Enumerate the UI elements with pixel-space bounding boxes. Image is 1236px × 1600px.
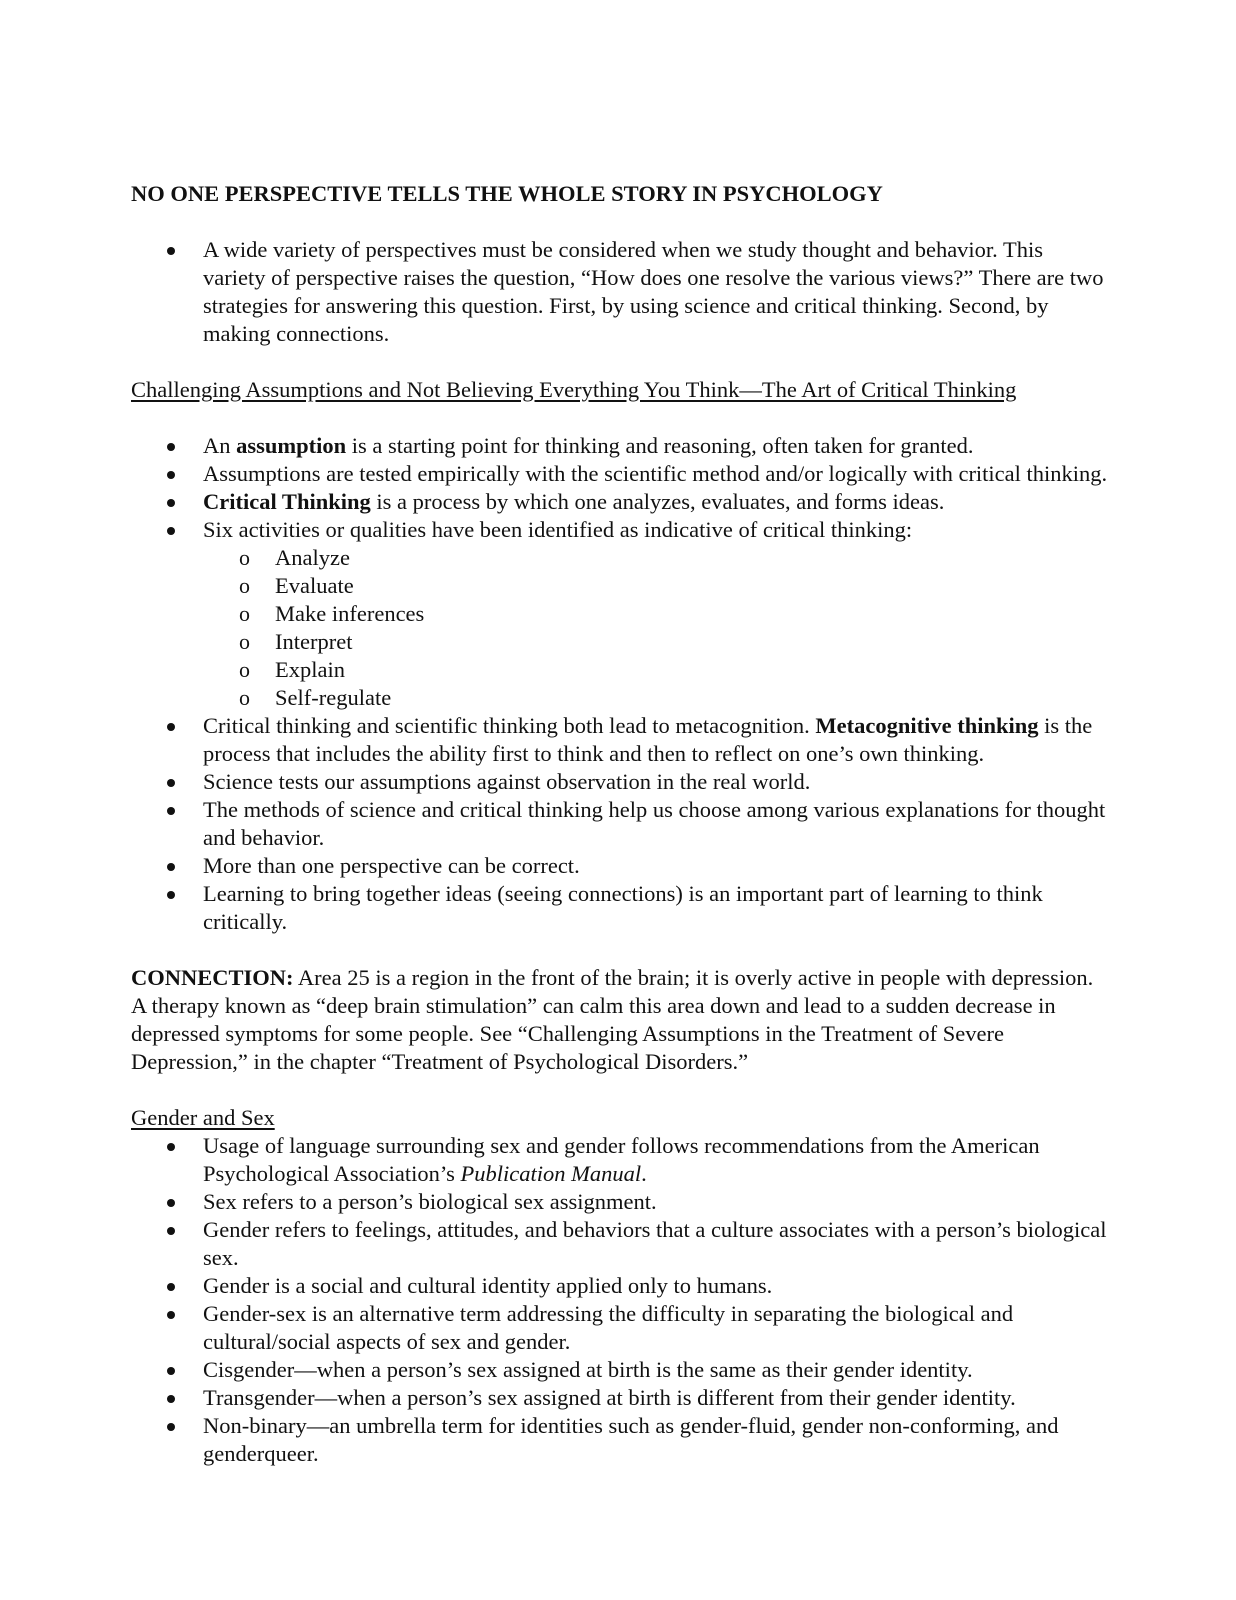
list-item bbox=[131, 796, 1111, 852]
list-item bbox=[131, 432, 1111, 460]
text-run: . bbox=[641, 1161, 647, 1186]
bullet-icon bbox=[167, 1283, 175, 1291]
bullet-icon bbox=[167, 1423, 175, 1431]
text-run: is a process by which one analyzes, evaluates, and forms ideas. bbox=[370, 489, 945, 514]
list-item bbox=[131, 1272, 1111, 1300]
bullet-icon bbox=[167, 499, 175, 507]
list-item bbox=[131, 880, 1111, 936]
list-item-text: Gender refers to feelings, attitudes, and behaviors that a culture associates with a person’s biological sex. bbox=[203, 1217, 1107, 1270]
sublist-item-text: Explain bbox=[275, 657, 345, 682]
bullet-icon bbox=[167, 1395, 175, 1403]
list-item-text bbox=[203, 713, 1092, 766]
sublist-item-text: Analyze bbox=[275, 545, 350, 570]
list-item bbox=[131, 1300, 1111, 1356]
activities-sublist bbox=[203, 544, 1111, 712]
bullet-icon bbox=[167, 1227, 175, 1235]
text-run: Usage of language surrounding sex and gender follows recommendations from the American Psychological Association’s bbox=[203, 1133, 1040, 1186]
term-assumption: assumption bbox=[236, 433, 347, 458]
circle-bullet-icon: o bbox=[239, 545, 250, 570]
bullet-icon bbox=[167, 1367, 175, 1375]
list-item-text: More than one perspective can be correct. bbox=[203, 853, 580, 878]
bullet-icon bbox=[167, 1143, 175, 1151]
circle-bullet-icon: o bbox=[239, 629, 250, 654]
list-item-text: The methods of science and critical thinking help us choose among various explanations for thought and behavior. bbox=[203, 797, 1106, 850]
bullet-icon bbox=[167, 863, 175, 871]
list-item bbox=[131, 516, 1111, 712]
bullet-icon bbox=[167, 443, 175, 451]
list-item bbox=[131, 768, 1111, 796]
bullet-icon bbox=[167, 723, 175, 731]
text-run: An bbox=[203, 433, 237, 458]
list-item bbox=[131, 852, 1111, 880]
circle-bullet-icon: o bbox=[239, 573, 250, 598]
list-item-text: Science tests our assumptions against observation in the real world. bbox=[203, 769, 811, 794]
bullet-icon bbox=[167, 471, 175, 479]
list-item-text: Gender is a social and cultural identity applied only to humans. bbox=[203, 1273, 773, 1298]
list-item-text: Cisgender—when a person’s sex assigned at birth is the same as their gender identity. bbox=[203, 1357, 973, 1382]
sublist-item bbox=[203, 628, 1111, 656]
section-heading-critical-thinking: Challenging Assumptions and Not Believing Everything You Think—The Art of Critical Thinking bbox=[131, 377, 1017, 402]
list-item-text: A wide variety of perspectives must be considered when we study thought and behavior. This variety of perspective raises the question, “How does one resolve the various views?” There are two strategies for answering this question. First, by using science and critical thinking. Second, by making connections. bbox=[203, 237, 1104, 346]
circle-bullet-icon: o bbox=[239, 601, 250, 626]
list-item-text: Transgender—when a person’s sex assigned at birth is different from their gender identity. bbox=[203, 1385, 1016, 1410]
term-metacognitive-thinking: Metacognitive thinking bbox=[815, 713, 1039, 738]
bullet-icon bbox=[167, 807, 175, 815]
list-item bbox=[131, 1132, 1111, 1188]
connection-text: Area 25 is a region in the front of the brain; it is overly active in people with depression. A therapy known as “deep brain stimulation” can calm this area down and lead to a sudden decrease in depressed symptoms for some people. See “Challenging Assumptions in the Treatment of Severe Depression,” in the chapter “Treatment of Psychological Disorders.” bbox=[131, 965, 1094, 1074]
connection-paragraph bbox=[131, 964, 1111, 1076]
list-item-text: Assumptions are tested empirically with the scientific method and/or logically with critical thinking. bbox=[203, 461, 1108, 486]
list-item-text: Learning to bring together ideas (seeing connections) is an important part of learning to think critically. bbox=[203, 881, 1043, 934]
circle-bullet-icon: o bbox=[239, 685, 250, 710]
sublist-item bbox=[203, 684, 1111, 712]
bullet-icon bbox=[167, 527, 175, 535]
list-item bbox=[131, 712, 1111, 768]
bullet-icon bbox=[167, 247, 175, 255]
list-item-text bbox=[203, 433, 974, 458]
list-item bbox=[131, 236, 1111, 348]
sublist-item bbox=[203, 544, 1111, 572]
document-page bbox=[131, 180, 1111, 1496]
sublist-item bbox=[203, 572, 1111, 600]
circle-bullet-icon: o bbox=[239, 657, 250, 682]
sublist-item-text: Evaluate bbox=[275, 573, 354, 598]
publication-manual-title: Publication Manual bbox=[460, 1161, 642, 1186]
sublist-item-text: Self-regulate bbox=[275, 685, 392, 710]
bullet-icon bbox=[167, 891, 175, 899]
list-item-text bbox=[203, 1133, 1040, 1186]
list-item bbox=[131, 1188, 1111, 1216]
intro-list bbox=[131, 236, 1111, 348]
critical-thinking-list bbox=[131, 432, 1111, 936]
text-run: Critical thinking and scientific thinking both lead to metacognition. bbox=[203, 713, 816, 738]
term-critical-thinking: Critical Thinking bbox=[203, 489, 371, 514]
bullet-icon bbox=[167, 1199, 175, 1207]
text-run: is the process that includes the ability first to think and then to reflect on one’s own thinking. bbox=[203, 713, 1093, 766]
text-run: is a starting point for thinking and reasoning, often taken for granted. bbox=[346, 433, 974, 458]
connection-label: CONNECTION: bbox=[131, 965, 294, 990]
list-item-text: Gender-sex is an alternative term addressing the difficulty in separating the biological and cultural/social aspects of sex and gender. bbox=[203, 1301, 1014, 1354]
list-item-text: Sex refers to a person’s biological sex assignment. bbox=[203, 1189, 657, 1214]
list-item bbox=[131, 1216, 1111, 1272]
page-title: NO ONE PERSPECTIVE TELLS THE WHOLE STORY IN PSYCHOLOGY bbox=[131, 181, 883, 206]
sublist-item-text: Make inferences bbox=[275, 601, 425, 626]
list-item bbox=[131, 488, 1111, 516]
sublist-item-text: Interpret bbox=[275, 629, 353, 654]
sublist-item bbox=[203, 656, 1111, 684]
list-item bbox=[131, 1384, 1111, 1412]
gender-list bbox=[131, 1132, 1111, 1468]
list-item-text: Six activities or qualities have been identified as indicative of critical thinking: bbox=[203, 517, 913, 542]
list-item bbox=[131, 1412, 1111, 1468]
list-item-text bbox=[203, 489, 944, 514]
list-item-text: Non-binary—an umbrella term for identities such as gender-fluid, gender non-conforming, and genderqueer. bbox=[203, 1413, 1059, 1466]
section-heading-gender-and-sex: Gender and Sex bbox=[131, 1105, 275, 1130]
list-item bbox=[131, 1356, 1111, 1384]
sublist-item bbox=[203, 600, 1111, 628]
bullet-icon bbox=[167, 779, 175, 787]
list-item bbox=[131, 460, 1111, 488]
bullet-icon bbox=[167, 1311, 175, 1319]
